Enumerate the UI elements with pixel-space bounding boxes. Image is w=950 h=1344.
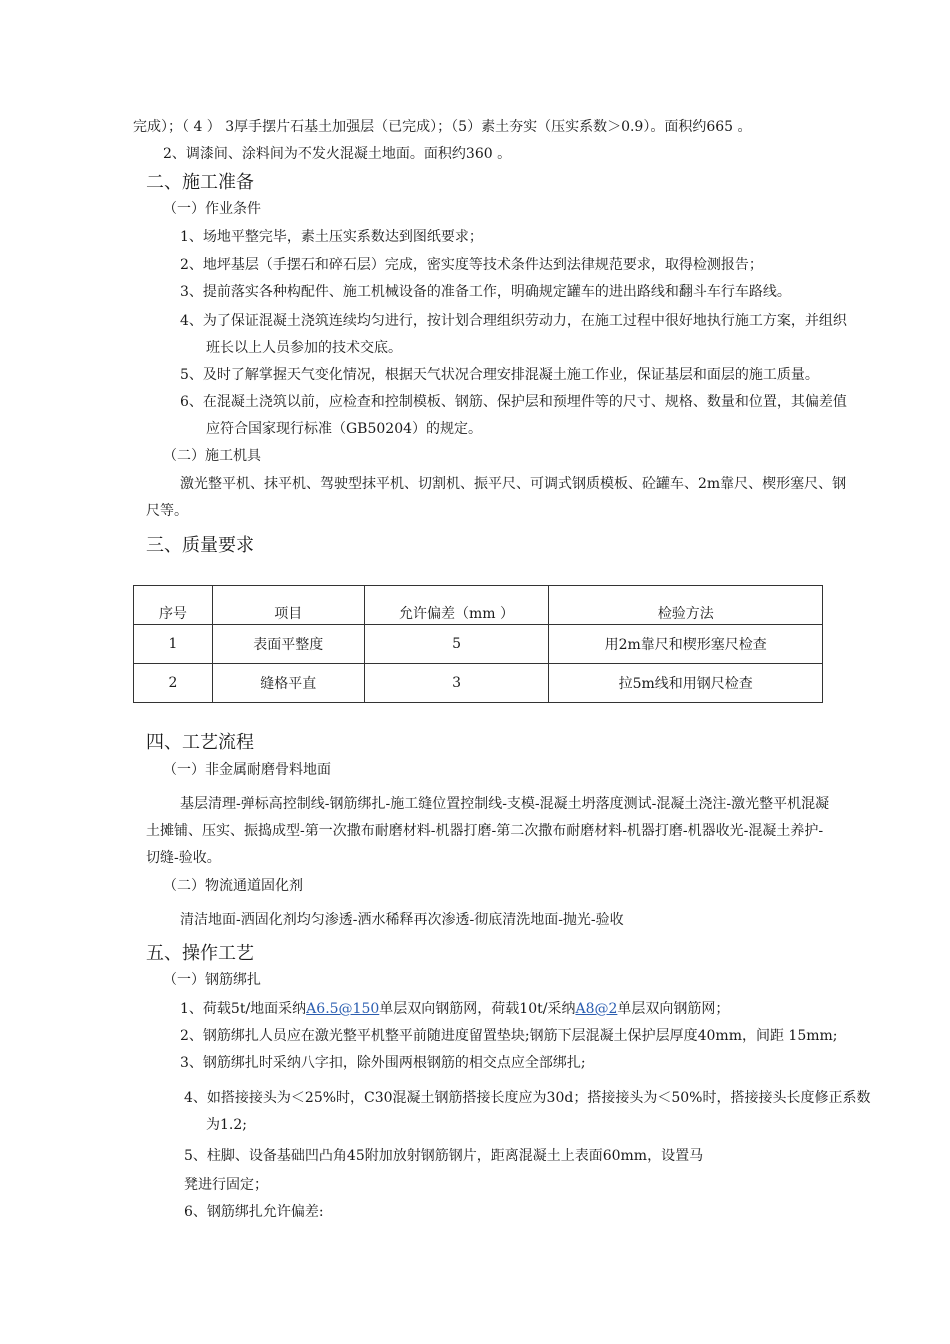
text-line: 土摊铺、压实、振捣成型-第一次撒布耐磨材料-机器打磨-第二次撒布耐磨材料-机器打磨-机器收光-混凝土养护- bbox=[146, 823, 824, 839]
list-item: 6、在混凝土浇筑以前，应检查和控制模板、钢筋、保护层和预埋件等的尺寸、规格、数量和位置，其偏差值 bbox=[180, 394, 847, 410]
list-item bbox=[180, 1000, 729, 1018]
table-header-cell: 检验方法 bbox=[549, 586, 823, 625]
text-line: 基层清理-弹标高控制线-钢筋绑扎-施工缝位置控制线-支模-混凝土坍落度测试-混凝土浇注-激光整平机混凝 bbox=[180, 796, 830, 812]
table-cell: 缝格平直 bbox=[212, 664, 364, 703]
subsection-heading: （二）物流通道固化剂 bbox=[163, 878, 303, 894]
text-span: 单层双向钢筋网，荷载10t/采纳 bbox=[379, 1001, 576, 1017]
table-cell: 拉5m线和用钢尺检查 bbox=[549, 664, 823, 703]
subsection-heading: （一）作业条件 bbox=[163, 201, 261, 217]
list-item: 2、地坪基层（手摆石和碎石层）完成，密实度等技术条件达到法律规范要求，取得检测报告； bbox=[180, 257, 763, 273]
section-heading: 三、质量要求 bbox=[146, 535, 254, 556]
text-line: 激光整平机、抹平机、驾驶型抹平机、切割机、振平尺、可调式钢质模板、砼罐车、2m靠尺、楔形塞尺、钢 bbox=[180, 476, 847, 492]
list-item: 4、如搭接接头为＜25%时，C30混凝土钢筋搭接长度应为30d；搭接接头为＜50%时，搭接接头长度修正系数 bbox=[184, 1090, 871, 1106]
text-line: 完成）；（ 4 ） 3厚手摆片石基土加强层（已完成）；（5）素土夯实（压实系数＞0.9）。面积约665 。 bbox=[133, 119, 752, 135]
list-item-continuation: 应符合国家现行标准（GB50204）的规定。 bbox=[206, 421, 483, 437]
list-item-continuation: 凳进行固定； bbox=[184, 1177, 268, 1193]
section-heading: 二、施工准备 bbox=[146, 172, 254, 193]
table-cell: 1 bbox=[134, 625, 213, 664]
spec-link[interactable]: A6.5@150 bbox=[306, 1001, 380, 1017]
list-item-continuation: 班长以上人员参加的技术交底。 bbox=[206, 340, 402, 356]
table-header-cell: 序号 bbox=[134, 586, 213, 625]
table-row bbox=[134, 664, 823, 703]
table-cell: 2 bbox=[134, 664, 213, 703]
table-cell: 用2m靠尺和楔形塞尺检查 bbox=[549, 625, 823, 664]
text-line: 2、调漆间、涂料间为不发火混凝土地面。面积约360 。 bbox=[163, 146, 512, 162]
list-item: 2、钢筋绑扎人员应在激光整平机整平前随进度留置垫块;钢筋下层混凝土保护层厚度40mm，间距 15mm; bbox=[180, 1028, 838, 1044]
text-line: 尺等。 bbox=[146, 503, 188, 519]
text-span: 1、荷载5t/地面采纳 bbox=[180, 1001, 307, 1017]
list-item: 3、提前落实各种构配件、施工机械设备的准备工作，明确规定罐车的进出路线和翻斗车行车路线。 bbox=[180, 284, 791, 300]
list-item: 5、柱脚、设备基础凹凸角45附加放射钢筋钢片，距离混凝土上表面60mm，设置马 bbox=[184, 1148, 704, 1164]
subsection-heading: （一）钢筋绑扎 bbox=[163, 972, 261, 988]
table-header-cell: 允许偏差（mm ） bbox=[364, 586, 549, 625]
table-cell: 5 bbox=[364, 625, 549, 664]
subsection-heading: （一）非金属耐磨骨料地面 bbox=[163, 762, 331, 778]
list-item: 3、钢筋绑扎时采纳八字扣，除外围两根钢筋的相交点应全部绑扎; bbox=[180, 1055, 586, 1071]
table-cell: 表面平整度 bbox=[212, 625, 364, 664]
list-item: 4、为了保证混凝土浇筑连续均匀进行，按计划合理组织劳动力，在施工过程中很好地执行施工方案，并组织 bbox=[180, 313, 847, 329]
text-line: 切缝-验收。 bbox=[146, 850, 221, 866]
list-item: 6、钢筋绑扎允许偏差: bbox=[184, 1204, 324, 1220]
spec-link[interactable]: A8@2 bbox=[575, 1001, 618, 1017]
table-row bbox=[134, 625, 823, 664]
text-line: 清洁地面-洒固化剂均匀渗透-洒水稀释再次渗透-彻底清洗地面-抛光-验收 bbox=[180, 912, 624, 928]
section-heading: 五、操作工艺 bbox=[146, 943, 254, 964]
list-item-continuation: 为1.2; bbox=[206, 1117, 247, 1133]
table-header-row bbox=[134, 586, 823, 625]
subsection-heading: （二）施工机具 bbox=[163, 448, 261, 464]
text-span: 单层双向钢筋网； bbox=[617, 1001, 730, 1017]
table-cell: 3 bbox=[364, 664, 549, 703]
section-heading: 四、工艺流程 bbox=[146, 732, 254, 753]
table-header-cell: 项目 bbox=[212, 586, 364, 625]
quality-table bbox=[133, 585, 823, 703]
list-item: 1、场地平整完毕，素土压实系数达到图纸要求； bbox=[180, 229, 483, 245]
list-item: 5、及时了解掌握天气变化情况，根据天气状况合理安排混凝土施工作业，保证基层和面层的施工质量。 bbox=[180, 367, 819, 383]
